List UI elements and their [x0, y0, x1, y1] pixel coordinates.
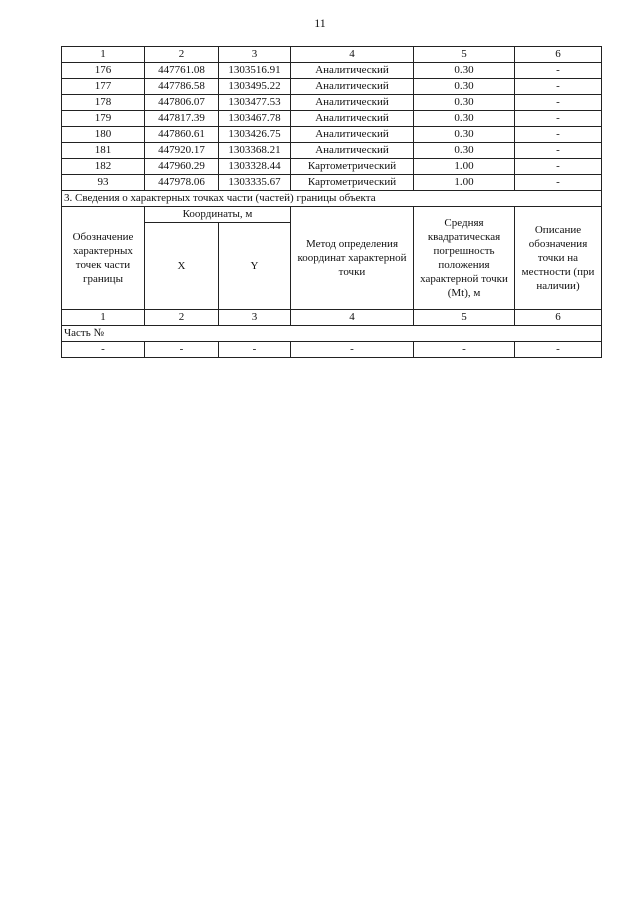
table-row [62, 95, 602, 111]
empty-cell: - [414, 342, 515, 358]
method-cell: Аналитический [291, 63, 414, 79]
method-cell: Аналитический [291, 111, 414, 127]
description-cell: - [515, 159, 602, 175]
table-row [62, 159, 602, 175]
point-number-cell: 176 [62, 63, 145, 79]
table-row [62, 63, 602, 79]
description-header: Описание обозначения точки на местности (при наличии) [515, 207, 602, 310]
table-row [62, 111, 602, 127]
table-row [62, 175, 602, 191]
method-cell: Аналитический [291, 143, 414, 159]
point-number-cell: 181 [62, 143, 145, 159]
header-cell: 4 [291, 47, 414, 63]
method-cell: Картометрический [291, 159, 414, 175]
section-header-row [62, 207, 602, 223]
method-cell: Аналитический [291, 127, 414, 143]
method-cell: Аналитический [291, 79, 414, 95]
table-row [62, 342, 602, 358]
header-cell: 1 [62, 310, 145, 326]
point-number-cell: 182 [62, 159, 145, 175]
x-coordinate-cell: 447860.61 [145, 127, 219, 143]
header-cell: 2 [145, 47, 219, 63]
section-title: 3. Сведения о характерных точках части (частей) границы объекта [62, 191, 602, 207]
description-cell: - [515, 79, 602, 95]
error-cell: 0.30 [414, 143, 515, 159]
error-cell: 1.00 [414, 175, 515, 191]
header-cell: 4 [291, 310, 414, 326]
y-coordinate-cell: 1303467.78 [219, 111, 291, 127]
method-cell: Аналитический [291, 95, 414, 111]
y-coordinate-cell: 1303516.91 [219, 63, 291, 79]
header-cell: 5 [414, 310, 515, 326]
header-cell: 3 [219, 47, 291, 63]
page-number: 11 [314, 16, 326, 30]
part-label-row [62, 326, 602, 342]
error-cell: 1.00 [414, 159, 515, 175]
header-cell: 1 [62, 47, 145, 63]
y-coordinate-cell: 1303368.21 [219, 143, 291, 159]
description-cell: - [515, 111, 602, 127]
y-coordinate-cell: 1303495.22 [219, 79, 291, 95]
point-number-cell: 179 [62, 111, 145, 127]
part-label: Часть № [62, 326, 602, 342]
point-number-cell: 180 [62, 127, 145, 143]
column-number-row [62, 47, 602, 63]
column-number-row [62, 310, 602, 326]
header-cell: 2 [145, 310, 219, 326]
x-coordinate-cell: 447817.39 [145, 111, 219, 127]
table-row [62, 143, 602, 159]
x-header: X [145, 223, 219, 310]
description-cell: - [515, 63, 602, 79]
y-coordinate-cell: 1303426.75 [219, 127, 291, 143]
y-coordinate-cell: 1303335.67 [219, 175, 291, 191]
empty-cell: - [515, 342, 602, 358]
method-header: Метод определения координат характерной точки [291, 207, 414, 310]
error-cell: 0.30 [414, 111, 515, 127]
x-coordinate-cell: 447920.17 [145, 143, 219, 159]
description-cell: - [515, 175, 602, 191]
description-cell: - [515, 127, 602, 143]
boundary-points-table [61, 46, 602, 358]
point-number-cell: 178 [62, 95, 145, 111]
point-number-cell: 177 [62, 79, 145, 95]
y-coordinate-cell: 1303328.44 [219, 159, 291, 175]
header-cell: 6 [515, 310, 602, 326]
coordinates-header: Координаты, м [145, 207, 291, 223]
point-designation-header: Обозначение характерных точек части границы [62, 207, 145, 310]
y-coordinate-cell: 1303477.53 [219, 95, 291, 111]
y-header: Y [219, 223, 291, 310]
table-row [62, 127, 602, 143]
x-coordinate-cell: 447806.07 [145, 95, 219, 111]
point-number-cell: 93 [62, 175, 145, 191]
x-coordinate-cell: 447960.29 [145, 159, 219, 175]
x-coordinate-cell: 447786.58 [145, 79, 219, 95]
error-cell: 0.30 [414, 95, 515, 111]
header-cell: 5 [414, 47, 515, 63]
empty-cell: - [145, 342, 219, 358]
error-cell: 0.30 [414, 127, 515, 143]
error-cell: 0.30 [414, 63, 515, 79]
empty-cell: - [62, 342, 145, 358]
method-cell: Картометрический [291, 175, 414, 191]
x-coordinate-cell: 447761.08 [145, 63, 219, 79]
header-cell: 3 [219, 310, 291, 326]
header-cell: 6 [515, 47, 602, 63]
description-cell: - [515, 95, 602, 111]
empty-cell: - [219, 342, 291, 358]
error-cell: 0.30 [414, 79, 515, 95]
error-header: Средняя квадратическая погрешность положения характерной точки (Mt), м [414, 207, 515, 310]
empty-cell: - [291, 342, 414, 358]
x-coordinate-cell: 447978.06 [145, 175, 219, 191]
section-title-row [62, 191, 602, 207]
table-row [62, 79, 602, 95]
description-cell: - [515, 143, 602, 159]
